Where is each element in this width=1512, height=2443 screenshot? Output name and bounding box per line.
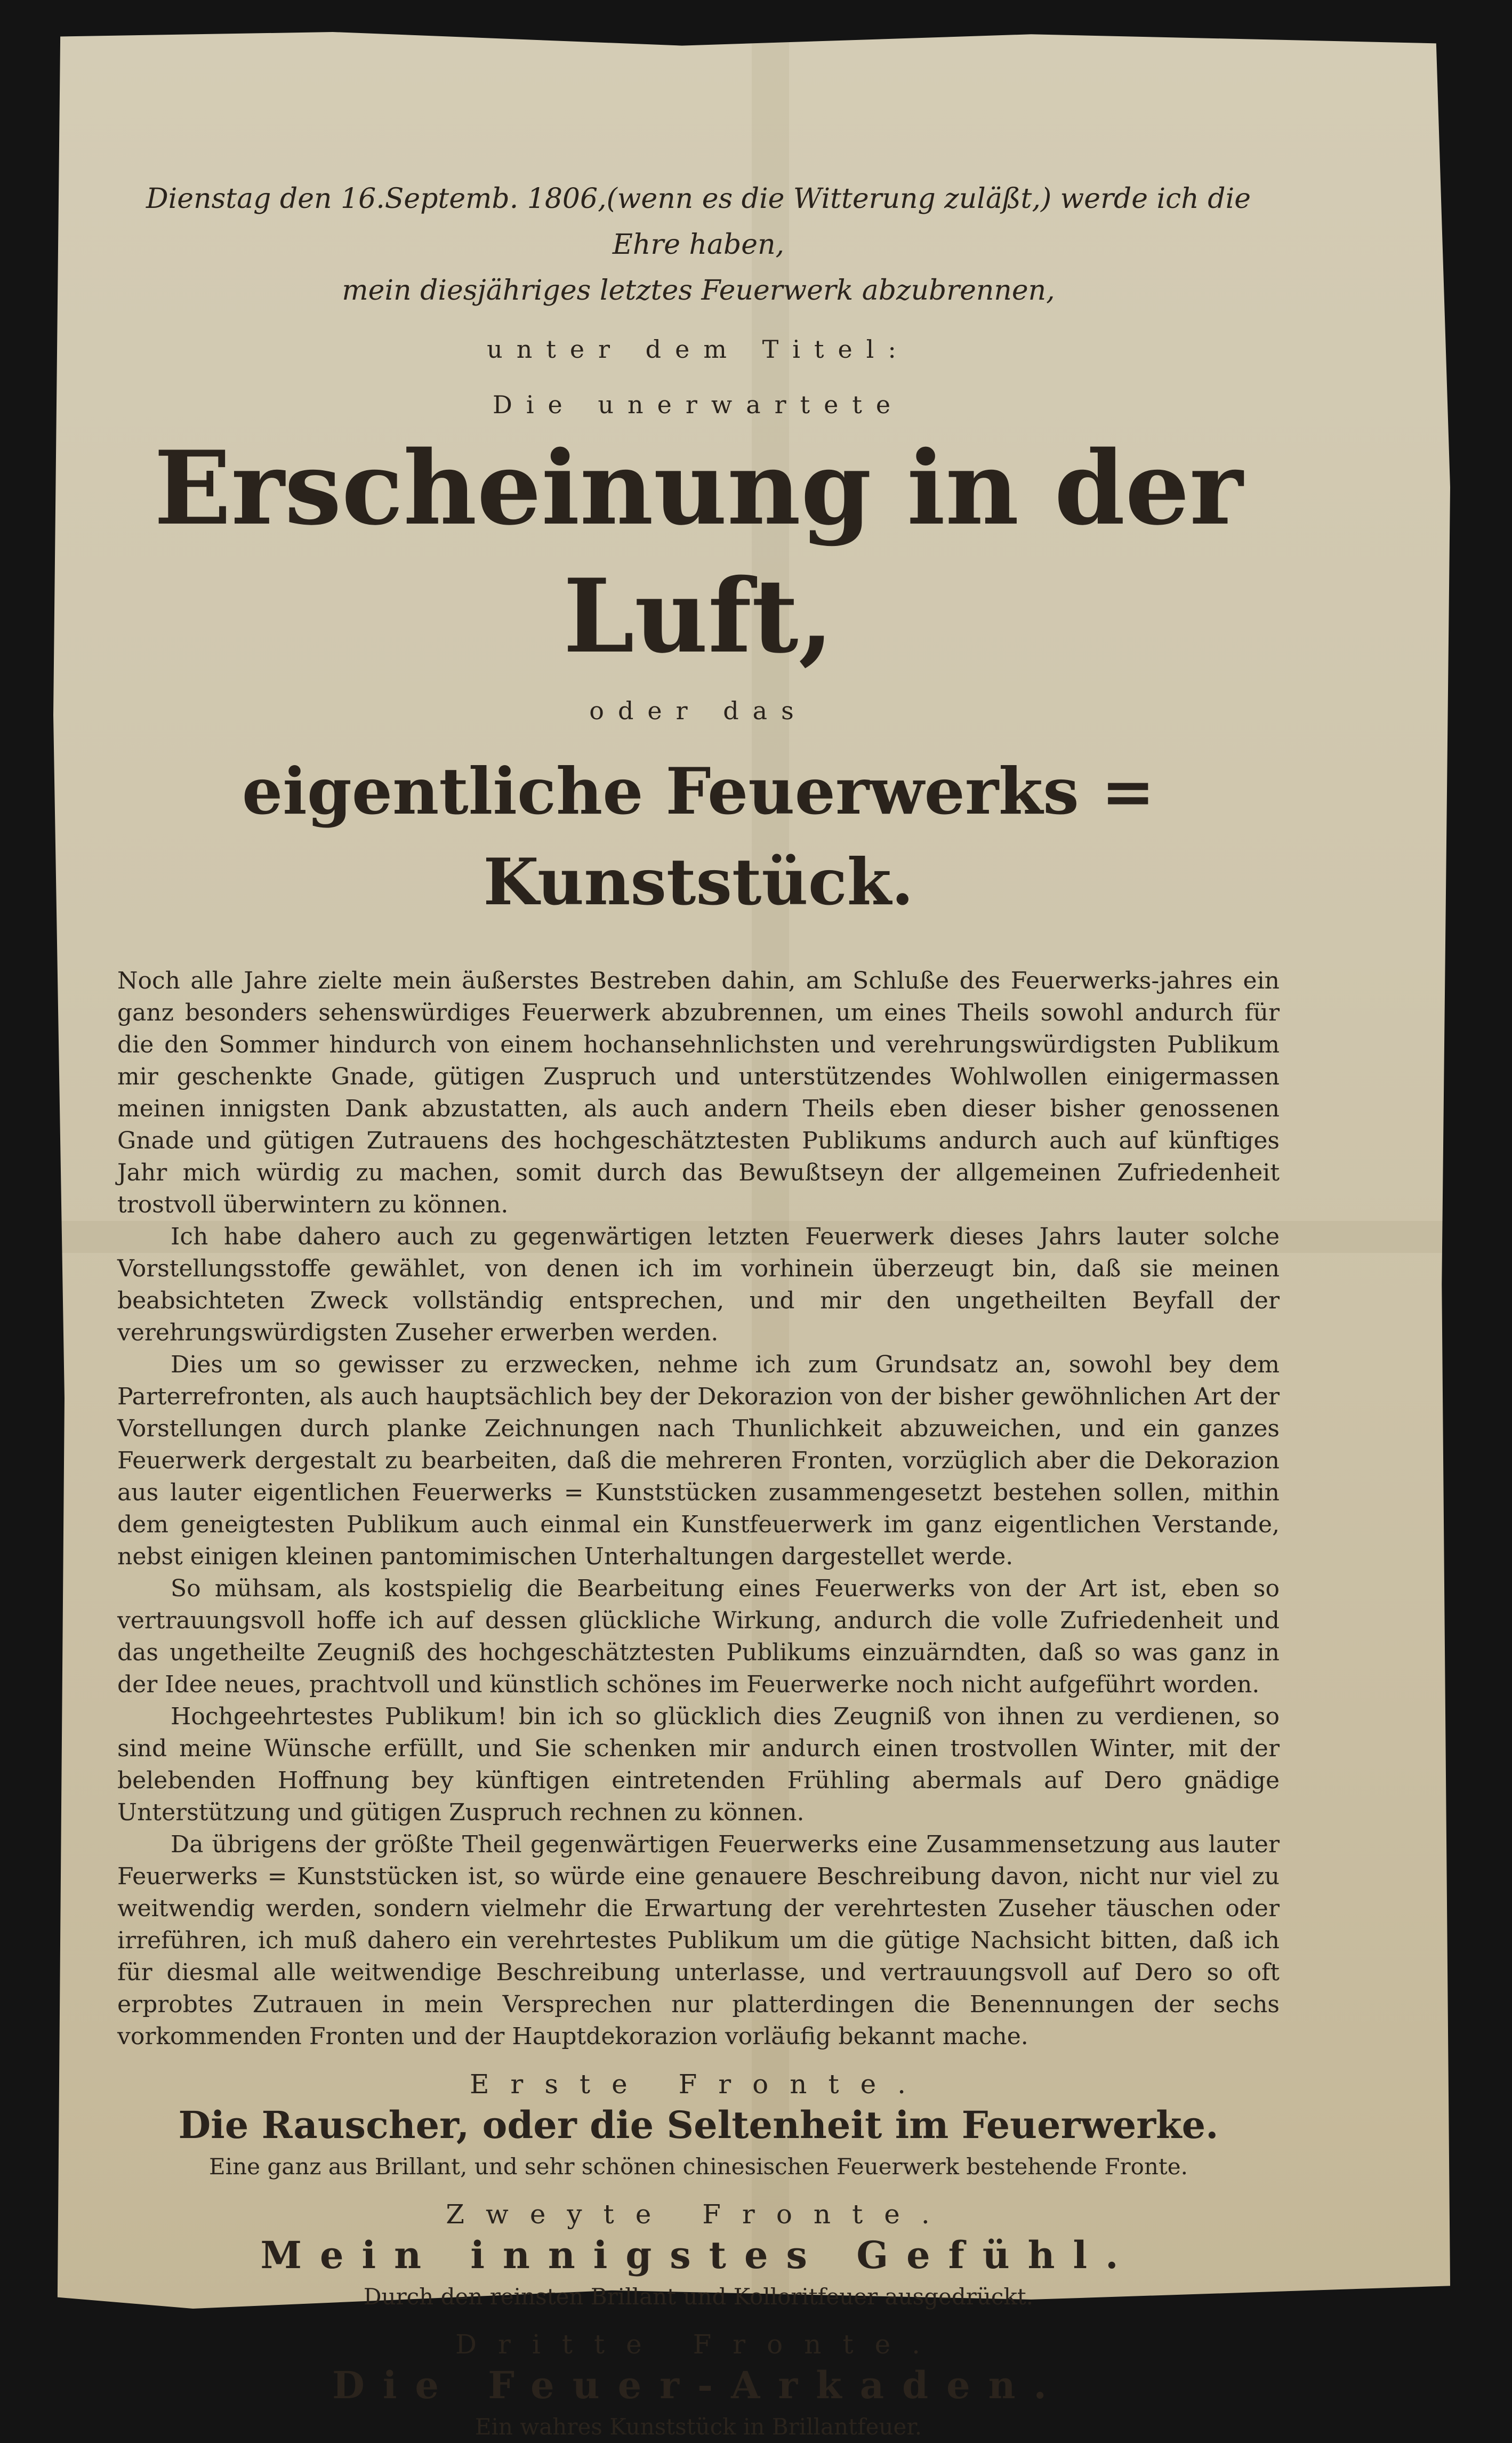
body-text [117, 965, 1280, 2053]
paragraph-2: Ich habe dahero auch zu gegenwärtigen letzten Feuerwerk dieses Jahrs lauter solche Vorstellungsstoffe gewählet, von denen ich im vorhinein überzeugt bin, daß sie meinen beabsichteten Zweck vollständig entsprechen, und mir den ungetheilten Beyfall der verehrungswürdigsten Zuseher erwerben werden. [117, 1223, 1280, 1346]
front-2-heading: Zweyte Fronte. [446, 2199, 951, 2230]
front-1-description: Eine ganz aus Brillant, und sehr schönen chinesischen Feuerwerk bestehende Fronte. [208, 2153, 1188, 2180]
front-3-title: Die Feuer-Arkaden. [332, 2363, 1065, 2407]
intro-line-1: Dienstag den 16.Septemb. 1806,(wenn es die Witterung zuläßt,) werde ich die Ehre haben, [146, 183, 1251, 261]
front-3-description: Ein wahres Kunststück in Brillantfeuer. [474, 2414, 922, 2440]
paragraph-6: Da übrigens der größte Theil gegenwärtigen Feuerwerks eine Zusammensetzung aus lauter Feuerwerks = Kunststücken ist, so würde eine genauere Beschreibung davon, nicht nur viel zu weitwendig werden, sondern vielmehr die Erwartung der verehrtesten Zuseher täuschen oder irreführen, ich muß dahero ein verehrtestes Publikum um die gütige Nachsicht bitten, daß ich für diesmal alle weitwendige Beschreibung unterlasse, und vertrauungsvoll auf Dero so oft erprobtes Zutrauen in mein Versprechen nur platterdingen die Benennungen der sechs vorkommenden Fronten und der Hauptdekorazion vorläufig bekannt mache. [117, 1831, 1280, 2050]
intro-line-2: mein diesjähriges letztes Feuerwerk abzubrennen, [342, 275, 1055, 307]
front-1-title: Die Rauscher, oder die Seltenheit im Feuerwerke. [178, 2103, 1219, 2147]
paragraph-4: So mühsam, als kostspielig die Bearbeitung eines Feuerwerks von der Art ist, eben so vertrauungsvoll hoffe ich auf dessen glückliche Wirkung, andurch die volle Zufriedenheit und das ungetheilte Zeugniß des hochgeschätztesten Publikums einzuärndten, daß so was ganz in der Idee neues, prachtvoll und künstlich schönes im Feuerwerke noch nicht aufgeführt worden. [117, 1575, 1280, 1698]
under-title: unter dem Titel: [487, 335, 910, 364]
small-title: Die unerwartete [492, 390, 905, 419]
connector-text: oder das [589, 696, 808, 725]
front-3-heading: Dritte Fronte. [455, 2329, 942, 2360]
front-3 [117, 2329, 1280, 2443]
front-2-description: Durch den reinsten Brillant und Kolloritfeuer ausgedrückt. [363, 2284, 1034, 2310]
paragraph-3: Dies um so gewisser zu erzwecken, nehme ich zum Grundsatz an, sowohl bey dem Parterrefronten, als auch hauptsächlich bey der Dekorazion von der bisher gewöhnlichen Art der Vorstellungen durch planke Zeichnungen nach Thunlichkeit abzuweichen, und ein ganzes Feuerwerk dergestalt zu bearbeiten, daß die mehreren Fronten, vorzüglich aber die Dekorazion aus lauter eigentlichen Feuerwerks = Kunststücken zusammengesetzt bestehen sollen, mithin dem geneigtesten Publikum auch einmal ein Kunstfeuerwerk im ganz eigentlichen Verstande, nebst einigen kleinen pantomimischen Unterhaltungen dargestellet werde. [117, 1351, 1280, 1570]
front-2-title: Mein innigstes Gefühl. [260, 2233, 1137, 2277]
paragraph-5: Hochgeehrtestes Publikum! bin ich so glücklich dies Zeugniß von ihnen zu verdienen, so sind meine Wünsche erfüllt, und Sie schenken mir andurch einen trostvollen Winter, mit der belebenden Hoffnung bey künftigen eintretenden Frühling abermals auf Dero gnädige Unterstützung und gütigen Zuspruch rechnen zu können. [117, 1703, 1280, 1826]
front-1-heading: Erste Fronte. [469, 2069, 928, 2100]
main-title: Erscheinung in der Luft, [154, 429, 1243, 676]
paragraph-1: Noch alle Jahre zielte mein äußerstes Bestreben dahin, am Schluße des Feuerwerks-jahres ein ganz besonders sehenswürdiges Feuerwerk abzubrennen, um eines Theils sowohl andurch für die den Sommer hindurch von einem hochansehnlichsten und verehrungswürdigsten Publikum mir geschenkte Gnade, gütigen Zuspruch und unterstützendes Wohlwollen einigermassen meinen innigsten Dank abzustatten, als auch andern Theils eben dieser bisher genossenen Gnade und gütigen Zutrauens des hochgeschätztesten Publikums andurch auch auf künftiges Jahr mich würdig zu machen, somit durch das Bewußtseyn der allgemeinen Zufriedenheit trostvoll überwintern zu können. [117, 967, 1280, 1218]
front-1 [117, 2069, 1280, 2183]
document-content [117, 176, 1280, 2443]
sub-title: eigentliche Feuerwerks = Kunststück. [242, 754, 1155, 920]
front-2 [117, 2199, 1280, 2313]
